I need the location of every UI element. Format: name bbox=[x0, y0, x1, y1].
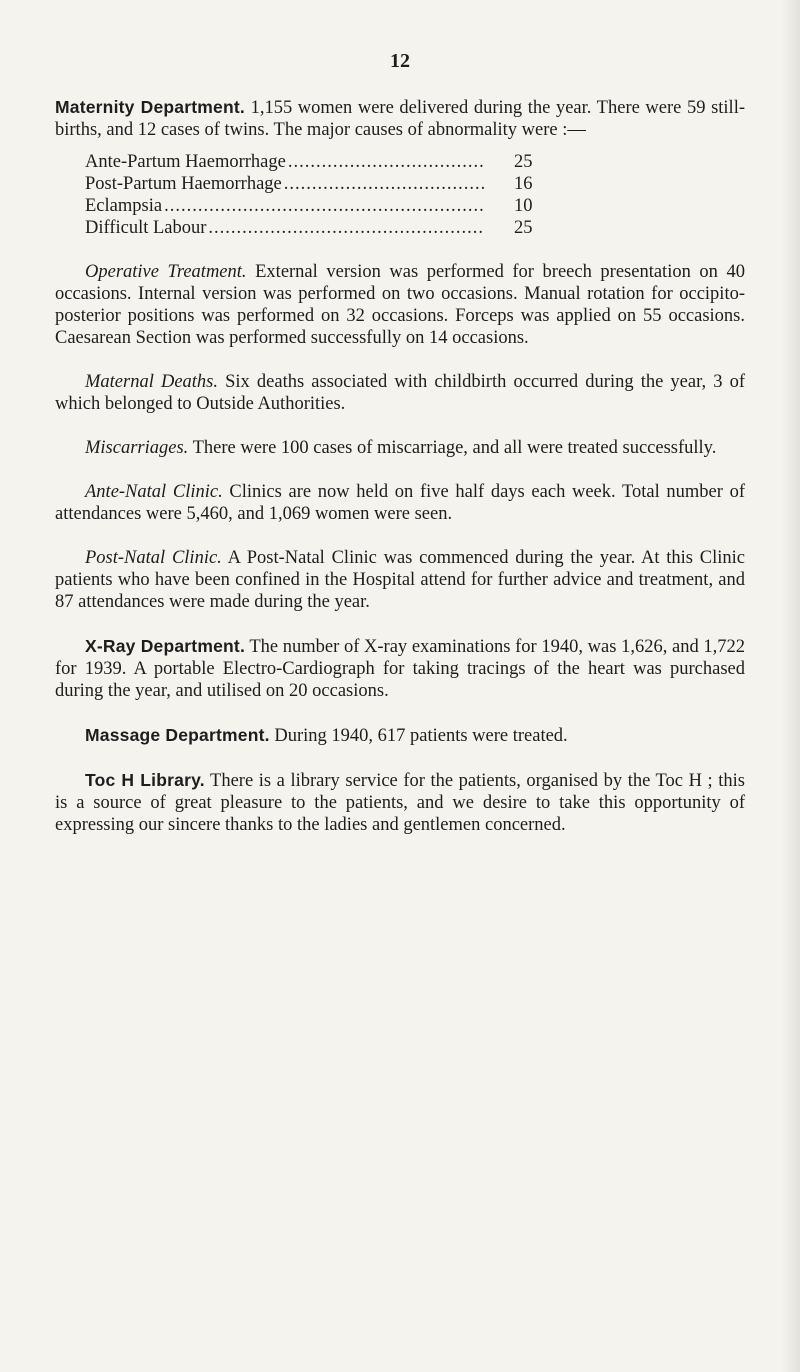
cause-value: 25 bbox=[514, 152, 533, 172]
operative-treatment-paragraph bbox=[55, 261, 745, 349]
miscarriages-paragraph bbox=[55, 437, 745, 459]
maternal-deaths-paragraph bbox=[55, 371, 745, 415]
cause-row bbox=[85, 173, 540, 195]
cause-row bbox=[85, 151, 540, 173]
post-natal-paragraph bbox=[55, 547, 745, 613]
document-body bbox=[55, 96, 745, 836]
leader-dots bbox=[164, 195, 484, 217]
cause-label: Post-Partum Haemorrhage bbox=[85, 174, 282, 194]
massage-heading: Massage Department. bbox=[85, 725, 270, 745]
library-heading: Toc H Library. bbox=[85, 770, 205, 790]
cause-label: Difficult Labour bbox=[85, 218, 207, 238]
cause-row bbox=[85, 217, 540, 239]
xray-paragraph bbox=[55, 635, 745, 702]
maternity-intro: 1,155 women were delivered during the year. There were 59 still-births, and 12 cases of twins. The major causes of abnormality were :— bbox=[55, 98, 745, 140]
miscarriages-text: There were 100 cases of miscarriage, and all were treated successfully. bbox=[192, 438, 717, 458]
leader-dots bbox=[208, 217, 484, 239]
leader-dots bbox=[288, 151, 484, 173]
miscarriages-subhead: Miscarriages. bbox=[85, 438, 189, 458]
ante-natal-paragraph bbox=[55, 481, 745, 525]
operative-treatment-text: External version was performed for breech presentation on 40 occasions. Internal version was performed on two occasions. Manual rotation for occipito-posterior positions was performed on 32 occasions. Forceps was applied on 55 occasions. Caesarean Section was performed successfully on 14 occasions. bbox=[55, 262, 746, 348]
massage-text: During 1940, 617 patients were treated. bbox=[274, 726, 568, 746]
xray-heading: X-Ray Department. bbox=[85, 636, 246, 656]
library-text: There is a library service for the patients, organised by the Toc H ; this is a source of great pleasure to the patients, and we desire to take this opportunity of expressing our sincere thanks to the ladies and gentlemen concerned. bbox=[55, 771, 745, 835]
cause-row bbox=[85, 195, 540, 217]
post-natal-subhead: Post-Natal Clinic. bbox=[85, 548, 222, 568]
maternal-deaths-subhead: Maternal Deaths. bbox=[85, 372, 218, 392]
massage-paragraph bbox=[55, 724, 745, 747]
maternity-paragraph bbox=[55, 96, 745, 141]
ante-natal-text: Clinics are now held on five half days each week. Total number of attendances were 5,460, and 1,069 women were seen. bbox=[55, 482, 746, 524]
cause-value: 25 bbox=[514, 218, 533, 238]
page-number: 12 bbox=[390, 50, 410, 72]
xray-text: The number of X-ray examinations for 1940, was 1,626, and 1,722 for 1939. A portable Electro-Cardiograph for taking tracings of the heart was purchased during the year, and utilised on 20 occasions. bbox=[55, 637, 746, 701]
maternity-heading: Maternity Department. bbox=[55, 97, 245, 117]
operative-treatment-subhead: Operative Treatment. bbox=[85, 262, 247, 282]
cause-value: 10 bbox=[514, 196, 533, 216]
cause-label: Ante-Partum Haemorrhage bbox=[85, 152, 286, 172]
page-edge-shadow bbox=[782, 0, 800, 1372]
ante-natal-subhead: Ante-Natal Clinic. bbox=[85, 482, 223, 502]
library-paragraph bbox=[55, 769, 745, 836]
maternal-deaths-text: Six deaths associated with childbirth occurred during the year, 3 of which belonged to Outside Authorities. bbox=[55, 372, 746, 414]
cause-label: Eclampsia bbox=[85, 196, 163, 216]
abnormality-causes-list bbox=[85, 151, 540, 239]
leader-dots bbox=[284, 173, 484, 195]
post-natal-text: A Post-Natal Clinic was commenced during the year. At this Clinic patients who have been confined in the Hospital attend for further advice and treatment, and 87 attendances were made during the year. bbox=[55, 548, 746, 612]
cause-value: 16 bbox=[514, 174, 533, 194]
